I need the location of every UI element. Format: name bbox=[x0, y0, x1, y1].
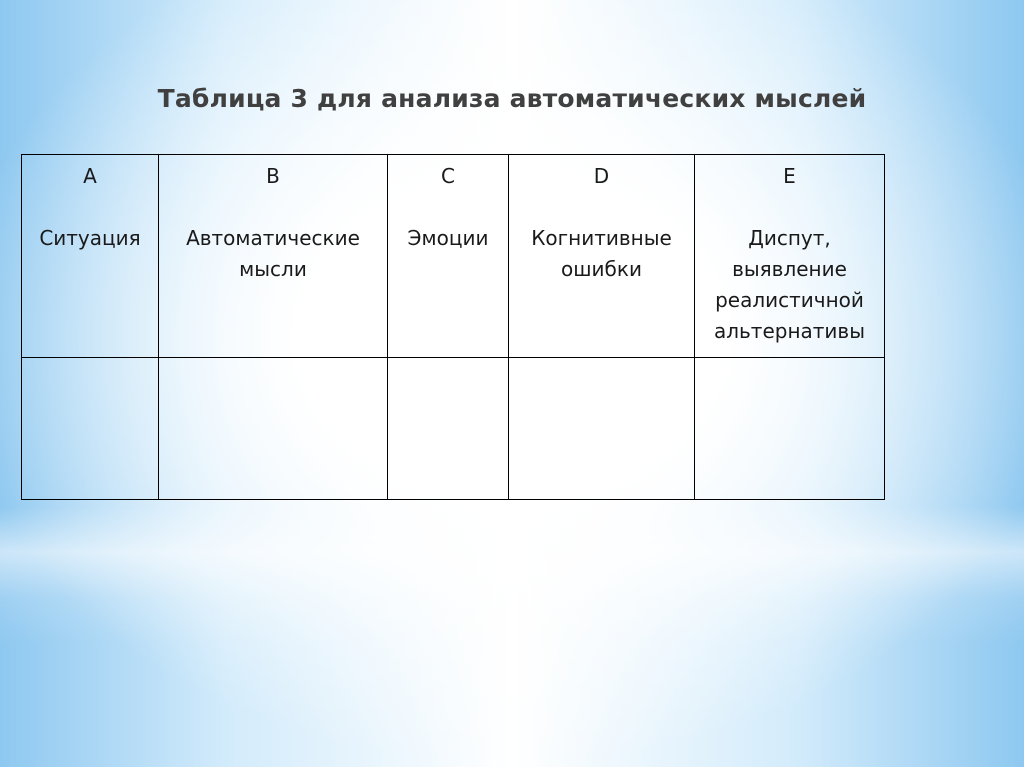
slide-title: Таблица 3 для анализа автоматических мыслей bbox=[157, 84, 867, 113]
column-label: Когнитивные ошибки bbox=[531, 226, 672, 281]
empty-cell-automatic-thoughts[interactable] bbox=[159, 358, 388, 500]
column-letter: E bbox=[783, 164, 796, 188]
empty-cell-cognitive-errors[interactable] bbox=[509, 358, 695, 500]
empty-cell-emotions[interactable] bbox=[388, 358, 509, 500]
table-row bbox=[22, 358, 885, 500]
column-letter: B bbox=[266, 164, 280, 188]
header-cell-situation bbox=[22, 155, 159, 358]
column-letter: D bbox=[593, 164, 610, 188]
column-letter: C bbox=[441, 164, 455, 188]
thought-analysis-table bbox=[21, 154, 885, 500]
header-cell-dispute bbox=[695, 155, 885, 358]
column-label: Автоматические мысли bbox=[186, 226, 360, 281]
table-header-row bbox=[22, 155, 885, 358]
column-label: Диспут, выявление реалистичной альтернативы bbox=[713, 226, 866, 343]
column-label: Ситуация bbox=[39, 226, 141, 250]
header-cell-cognitive-errors bbox=[509, 155, 695, 358]
empty-cell-situation[interactable] bbox=[22, 358, 159, 500]
header-cell-automatic-thoughts bbox=[159, 155, 388, 358]
header-cell-emotions bbox=[388, 155, 509, 358]
empty-cell-dispute[interactable] bbox=[695, 358, 885, 500]
column-label: Эмоции bbox=[407, 226, 489, 250]
column-letter: A bbox=[83, 164, 97, 188]
